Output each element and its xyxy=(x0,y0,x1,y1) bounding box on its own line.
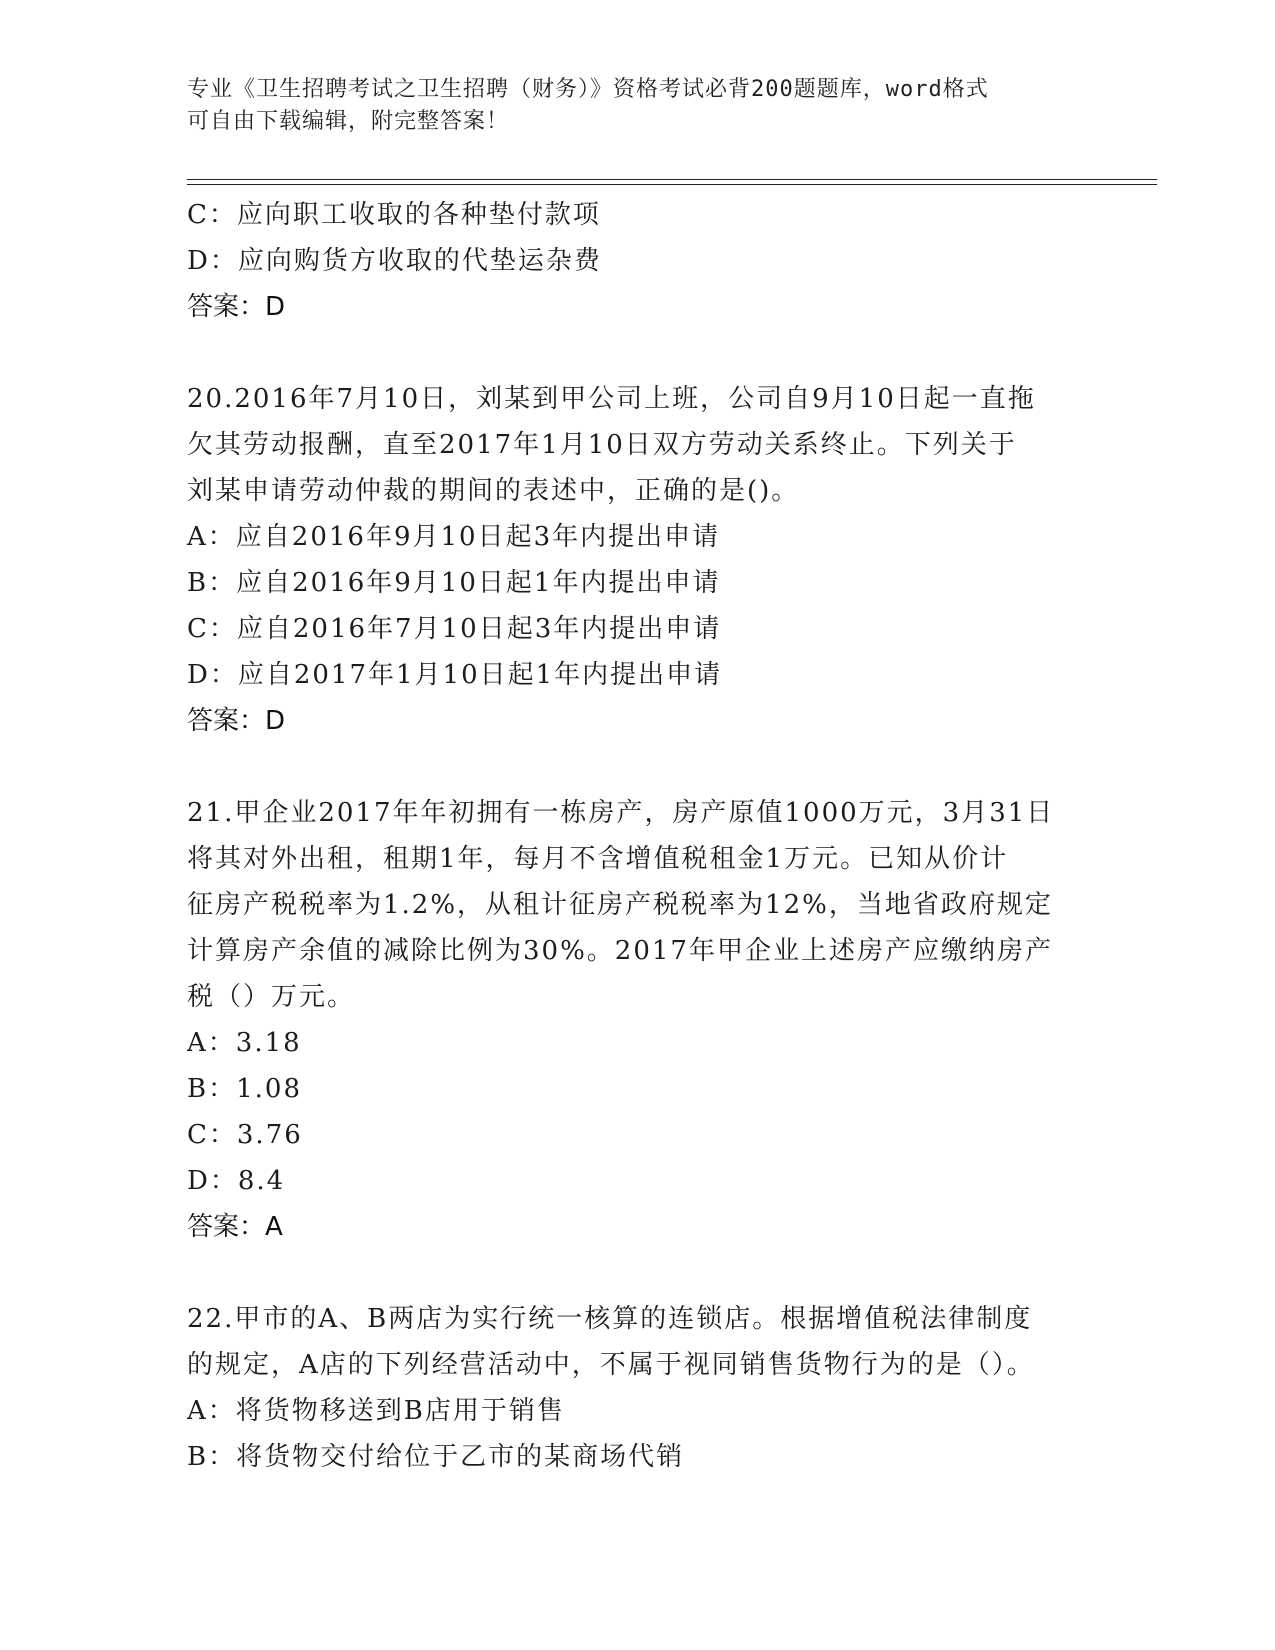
header-divider-top xyxy=(187,179,1157,180)
question-stem-line: 计算房产余值的减除比例为30%。2017年甲企业上述房产应缴纳房产 xyxy=(187,936,1053,966)
answer-line: 答案：A xyxy=(187,1212,283,1242)
question-stem-line: 征房产税税率为1.2%，从租计征房产税税率为12%，当地省政府规定 xyxy=(187,890,1053,920)
page-header xyxy=(187,74,1087,138)
option-c: C：应向职工收取的各种垫付款项 xyxy=(187,200,601,230)
header-line-1: 专业《卫生招聘考试之卫生招聘（财务）》资格考试必背200题题库，word格式 xyxy=(187,77,989,102)
header-line-2: 可自由下载编辑，附完整答案！ xyxy=(187,109,510,134)
option-b: B：将货物交付给位于乙市的某商场代销 xyxy=(187,1442,685,1472)
option-a: A：3.18 xyxy=(187,1028,302,1058)
option-d: D：8.4 xyxy=(187,1166,286,1196)
spacer xyxy=(187,330,1087,376)
question-stem-line: 20.2016年7月10日，刘某到甲公司上班，公司自9月10日起一直拖 xyxy=(187,384,1036,414)
option-c: C：应自2016年7月10日起3年内提出申请 xyxy=(187,614,722,644)
answer-line: 答案：D xyxy=(187,706,286,736)
question-stem-line: 21.甲企业2017年年初拥有一栋房产，房产原值1000万元，3月31日 xyxy=(187,798,1055,828)
question-20 xyxy=(187,376,1087,744)
question-22 xyxy=(187,1296,1087,1480)
option-d: D：应向购货方收取的代垫运杂费 xyxy=(187,246,602,276)
prev-question xyxy=(187,192,1087,330)
question-stem-line: 欠其劳动报酬，直至2017年1月10日双方劳动关系终止。下列关于 xyxy=(187,430,1017,460)
question-stem-line: 22.甲市的A、B两店为实行统一核算的连锁店。根据增值税法律制度 xyxy=(187,1304,1033,1334)
question-stem-line: 刘某申请劳动仲裁的期间的表述中，正确的是()。 xyxy=(187,476,800,506)
option-a: A：将货物移送到B店用于销售 xyxy=(187,1396,565,1426)
answer-line: 答案：D xyxy=(187,292,286,322)
option-c: C：3.76 xyxy=(187,1120,303,1150)
question-stem-line: 税（）万元。 xyxy=(187,982,356,1012)
option-b: B：1.08 xyxy=(187,1074,302,1104)
option-a: A：应自2016年9月10日起3年内提出申请 xyxy=(187,522,721,552)
question-stem-line: 将其对外出租，租期1年，每月不含增值税租金1万元。已知从价计 xyxy=(187,844,1009,874)
question-stem-line: 的规定，A店的下列经营活动中，不属于视同销售货物行为的是（）。 xyxy=(187,1350,1035,1380)
question-content xyxy=(187,192,1087,1480)
question-21 xyxy=(187,790,1087,1250)
header-divider-bottom xyxy=(187,184,1157,185)
option-d: D：应自2017年1月10日起1年内提出申请 xyxy=(187,660,723,690)
spacer xyxy=(187,744,1087,790)
option-b: B：应自2016年9月10日起1年内提出申请 xyxy=(187,568,721,598)
spacer xyxy=(187,1250,1087,1296)
